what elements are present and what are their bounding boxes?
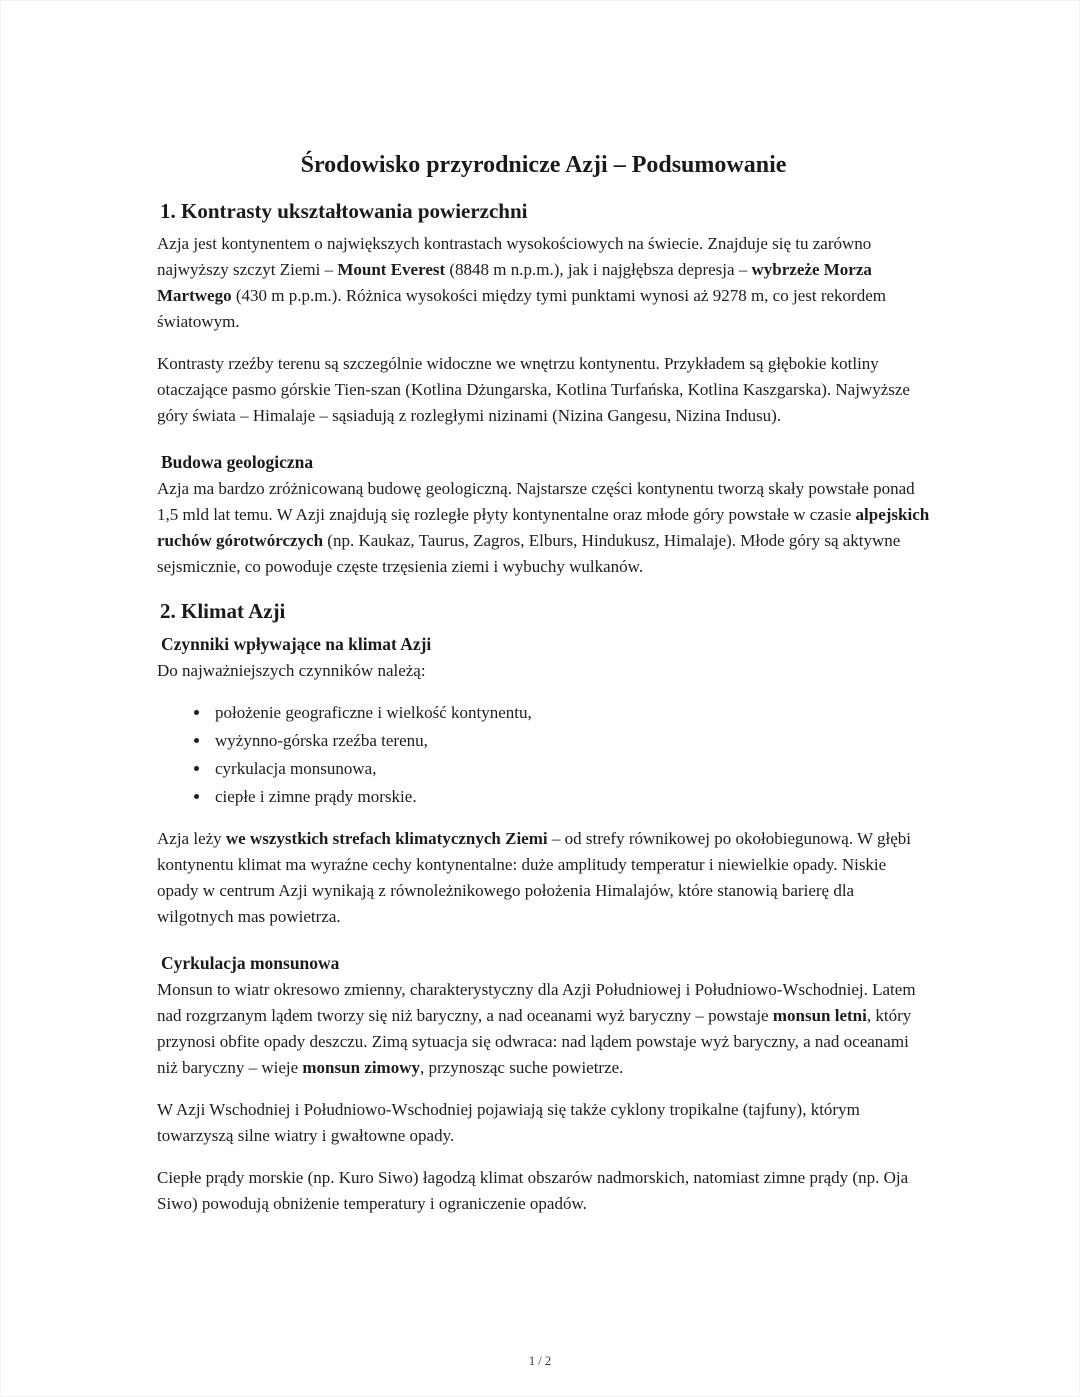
text-run: , który przynosi obfite opady deszczu. Zimą sytuacja się odwraca: nad lądem powstaje wyż baryczny, a nad oceanami niż baryczny – wieje bbox=[157, 1006, 912, 1077]
document-title: Środowisko przyrodnicze Azji – Podsumowanie bbox=[300, 152, 787, 178]
bold-text: we wszystkich strefach klimatycznych Ziemi bbox=[225, 829, 548, 848]
text-run: Monsun to wiatr okresowo zmienny, charakterystyczny dla Azji Południowej i Południowo-Wschodniej. Latem nad rozgrzanym lądem tworzy się niż baryczny, a nad oceanami wyż baryczny – powstaje bbox=[157, 980, 916, 1025]
text-run: (430 m p.p.m.). Różnica wysokości między tymi punktami wynosi aż 9278 m, co jest rekordem światowym. bbox=[157, 286, 886, 331]
paragraph bbox=[157, 826, 930, 930]
bold-text: Mount Everest bbox=[337, 260, 446, 279]
text-run: Ciepłe prądy morskie (np. Kuro Siwo) łagodzą klimat obszarów nadmorskich, natomiast zimne prądy (np. Oja Siwo) powodują obniżenie temperatury i ograniczenie opadów. bbox=[157, 1168, 909, 1213]
paragraph bbox=[157, 658, 930, 684]
text-run: W Azji Wschodniej i Południowo-Wschodniej pojawiają się także cyklony tropikalne (tajfuny), którym towarzyszą silne wiatry i gwałtowne opady. bbox=[157, 1100, 860, 1145]
text-run: , przynosząc suche powietrze. bbox=[420, 1058, 624, 1077]
text-run: Do najważniejszych czynników należą: bbox=[157, 661, 426, 680]
subsection-heading: Cyrkulacja monsunowa bbox=[161, 953, 340, 973]
text-run: (8848 m n.p.m.), jak i najgłębsza depresja – bbox=[445, 260, 752, 279]
text-run: (np. Kaukaz, Taurus, Zagros, Elburs, Hindukusz, Himalaje). Młode góry są aktywne sejsmicznie, co powoduje częste trzęsienia ziemi i wybuchy wulkanów. bbox=[157, 531, 901, 576]
bold-text: wybrzeże Morza Martwego bbox=[157, 260, 872, 305]
paragraph bbox=[157, 351, 930, 429]
section-heading: 1. Kontrasty ukształtowania powierzchni bbox=[160, 199, 528, 223]
list-item: • cyrkulacja monsunowa, bbox=[211, 756, 930, 782]
paragraph bbox=[157, 1165, 930, 1217]
paragraph bbox=[157, 231, 930, 335]
bold-text: monsun zimowy bbox=[302, 1058, 420, 1077]
page-number: 1 / 2 bbox=[528, 1354, 552, 1368]
list-item: • ciepłe i zimne prądy morskie. bbox=[211, 784, 930, 810]
subsection-heading: Czynniki wpływające na klimat Azji bbox=[161, 634, 432, 654]
text-run: Azja leży bbox=[157, 829, 226, 848]
text-run: – od strefy równikowej po okołobiegunową. W głębi kontynentu klimat ma wyraźne cechy kontynentalne: duże amplitudy temperatur i niewielkie opady. Niskie opady w centrum Azji wynikają z równoleżnikowego położenia Himalajów, które stanowią barierę dla wilgotnych mas powietrza. bbox=[157, 829, 912, 926]
paragraph bbox=[157, 977, 930, 1081]
list-item: • położenie geograficzne i wielkość kontynentu, bbox=[211, 700, 930, 726]
text-run: Azja ma bardzo zróżnicowaną budowę geologiczną. Najstarsze części kontynentu tworzą skały powstałe ponad 1,5 mld lat temu. W Azji znajdują się rozległe płyty kontynentalne oraz młode góry powstałe w czasie bbox=[157, 479, 915, 524]
paragraph bbox=[157, 1097, 930, 1149]
bold-text: alpejskich ruchów górotwórczych bbox=[157, 505, 930, 550]
document-content bbox=[157, 198, 930, 1217]
subsection-heading: Budowa geologiczna bbox=[161, 452, 314, 472]
bold-text: monsun letni bbox=[772, 1006, 867, 1025]
section-heading: 2. Klimat Azji bbox=[160, 599, 286, 623]
paragraph bbox=[157, 476, 930, 580]
text-run: Kontrasty rzeźby terenu są szczególnie widoczne we wnętrzu kontynentu. Przykładem są głębokie kotliny otaczające pasmo górskie Tien-szan (Kotlina Dżungarska, Kotlina Turfańska, Kotlina Kaszgarska). Najwyższe góry świata – Himalaje – sąsiadują z rozległymi nizinami (Nizina Gangesu, Nizina Indusu). bbox=[157, 354, 910, 425]
bullet-list bbox=[157, 700, 930, 810]
list-item: • wyżynno-górska rzeźba terenu, bbox=[211, 728, 930, 754]
text-run: Azja jest kontynentem o największych kontrastach wysokościowych na świecie. Znajduje się tu zarówno najwyższy szczyt Ziemi – bbox=[157, 234, 872, 279]
